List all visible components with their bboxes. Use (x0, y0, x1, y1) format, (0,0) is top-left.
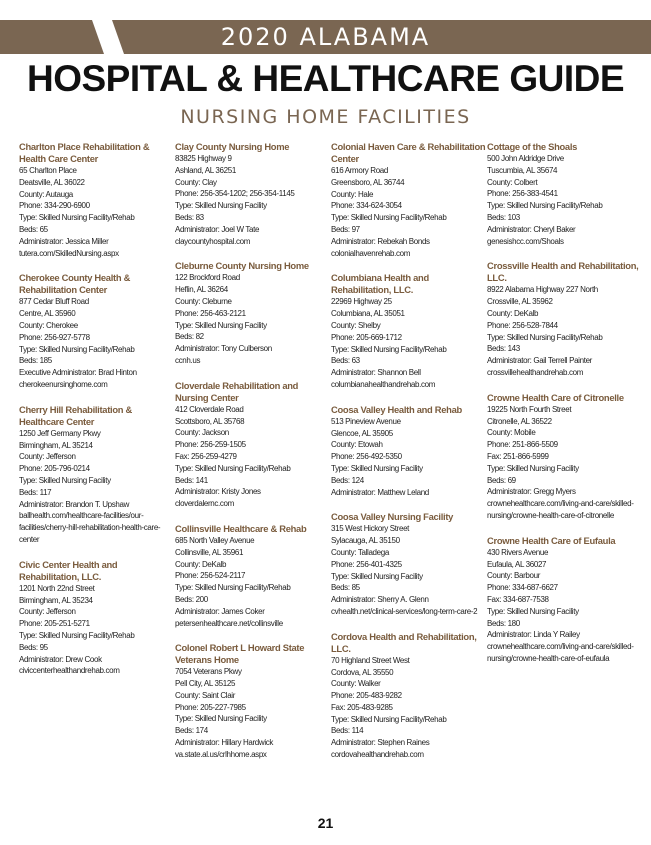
facility-detail: Administrator: Tony Culberson (175, 344, 272, 354)
facility-detail: County: Shelby (331, 320, 381, 330)
facility-detail: Heflin, AL 36264 (175, 285, 228, 295)
facility-detail: County: Autauga (19, 189, 73, 199)
facility-detail: Beds: 83 (175, 212, 204, 222)
facility-entry (487, 260, 643, 378)
facility-detail: Beds: 185 (19, 356, 52, 366)
listing-column (487, 141, 643, 774)
page-subtitle: NURSING HOME FACILITIES (180, 106, 471, 128)
facility-detail: County: Cleburne (175, 296, 232, 306)
facility-entry (331, 511, 487, 617)
facility-detail: Beds: 95 (19, 642, 48, 652)
facility-entry (331, 631, 487, 761)
facility-detail: Fax: 205-483-9285 (331, 702, 393, 712)
facility-detail: 513 Pineview Avenue (331, 416, 401, 426)
facility-detail: Phone: 256-528-7844 (487, 320, 558, 330)
facility-detail: Beds: 124 (331, 475, 364, 485)
facility-name: Crowne Health Care of Citronelle (487, 391, 624, 403)
facility-name: Cleburne County Nursing Home (175, 260, 309, 272)
facility-detail: Administrator: James Coker (175, 606, 265, 616)
page-number: 21 (317, 815, 334, 831)
facility-detail: Greensboro, AL 36744 (331, 177, 405, 187)
facility-detail: Columbiana, AL 35051 (331, 309, 405, 319)
facility-detail: petersenhealthcare.net/collinsville (175, 618, 283, 628)
facility-detail: Executive Administrator: Brad Hinton (19, 368, 137, 378)
facility-entry (175, 260, 331, 366)
listing-columns (19, 141, 639, 774)
facility-detail: Administrator: Brandon T. Upshaw (19, 499, 130, 509)
facility-entry (19, 559, 175, 677)
facility-name: Civic Center Health and Rehabilitation, LLC. (19, 558, 118, 582)
facility-name: Cordova Health and Rehabilitation, LLC. (331, 630, 477, 654)
facility-detail: Phone: 256-927-5778 (19, 332, 90, 342)
facility-detail: Type: Skilled Nursing Facility/Rehab (331, 213, 447, 223)
facility-detail: ballhealth.com/healthcare-facilities/our-facilities/cherry-hill-rehabilitation-health-care-center (19, 511, 161, 544)
facility-detail: cherokeenursinghome.com (19, 379, 108, 389)
facility-detail: Cordova, AL 35550 (331, 667, 394, 677)
facility-detail: Phone: 205-227-7985 (175, 702, 246, 712)
facility-detail: 877 Cedar Bluff Road (19, 297, 89, 307)
banner-text: 2020 ALABAMA (220, 23, 431, 51)
facility-detail: 122 Brockford Road (175, 273, 240, 283)
facility-detail: Beds: 65 (19, 224, 48, 234)
facility-name: Clay County Nursing Home (175, 141, 290, 152)
facility-detail: County: Walker (331, 679, 381, 689)
facility-detail: Administrator: Gail Terrell Painter (487, 356, 592, 366)
facility-detail: Birmingham, AL 35234 (19, 595, 93, 605)
header-banner (0, 20, 651, 54)
facility-detail: Beds: 97 (331, 224, 360, 234)
facility-detail: County: Mobile (487, 428, 536, 438)
listing-column (19, 141, 175, 774)
facility-detail: Administrator: Stephen Raines (331, 738, 430, 748)
facility-detail: Beds: 103 (487, 212, 520, 222)
facility-detail: 8922 Alabama Highway 227 North (487, 285, 598, 295)
facility-detail: Type: Skilled Nursing Facility (175, 201, 267, 211)
facility-detail: Type: Skilled Nursing Facility (331, 571, 423, 581)
facility-detail: Type: Skilled Nursing Facility/Rehab (331, 714, 447, 724)
facility-entry (487, 141, 643, 247)
facility-detail: Fax: 256-259-4279 (175, 451, 237, 461)
facility-detail: Collinsville, AL 35961 (175, 547, 244, 557)
facility-detail: 22969 Highway 25 (331, 297, 392, 307)
facility-detail: Tuscumbia, AL 35674 (487, 165, 558, 175)
facility-detail: 616 Armory Road (331, 166, 389, 175)
facility-detail: Type: Skilled Nursing Facility/Rehab (19, 344, 135, 354)
facility-detail: Beds: 82 (175, 332, 204, 342)
facility-detail: County: Jefferson (19, 607, 76, 617)
facility-detail: Administrator: Shannon Bell (331, 368, 421, 378)
facility-detail: Pell City, AL 35125 (175, 679, 236, 689)
facility-name: Coosa Valley Health and Rehab (331, 403, 462, 415)
facility-detail: County: Saint Clair (175, 690, 236, 700)
facility-name: Charlton Place Rehabilitation & Health Care Center (19, 141, 150, 164)
facility-detail: cordovahealthandrehab.com (331, 750, 424, 760)
facility-entry (487, 392, 643, 522)
facility-detail: 1201 North 22nd Street (19, 583, 95, 593)
facility-detail: Administrator: Cheryl Baker (487, 224, 576, 234)
facility-detail: Beds: 174 (175, 726, 208, 736)
facility-detail: Phone: 256-492-5350 (331, 452, 402, 462)
facility-detail: Phone: 334-290-6900 (19, 201, 90, 211)
facility-name: Columbiana Health and Rehabilitation, LLC. (331, 272, 429, 296)
facility-name: Cherokee County Health & Rehabilitation Center (19, 272, 131, 296)
facility-entry (175, 642, 331, 760)
facility-detail: Type: Skilled Nursing Facility (487, 606, 579, 616)
facility-detail: Beds: 143 (487, 344, 520, 354)
facility-detail: County: Barbour (487, 571, 541, 581)
facility-entry (331, 404, 487, 499)
facility-detail: County: Clay (175, 177, 217, 187)
facility-detail: 70 Highland Street West (331, 655, 410, 665)
facility-detail: Type: Skilled Nursing Facility/Rehab (487, 201, 603, 211)
facility-detail: Type: Skilled Nursing Facility/Rehab (175, 583, 291, 593)
facility-detail: tutera.com/SkilledNursing.aspx (19, 248, 119, 258)
facility-detail: Administrator: Sherry A. Glenn (331, 595, 429, 605)
facility-detail: Type: Skilled Nursing Facility/Rehab (175, 463, 291, 473)
facility-detail: Centre, AL 35960 (19, 309, 76, 319)
page-title: HOSPITAL & HEALTHCARE GUIDE (26, 58, 625, 99)
facility-detail: County: Jackson (175, 428, 229, 438)
facility-detail: Citronelle, AL 36522 (487, 416, 552, 426)
facility-detail: Administrator: Hillary Hardwick (175, 738, 274, 748)
facility-detail: 500 John Aldridge Drive (487, 154, 564, 163)
facility-detail: 430 Rivers Avenue (487, 547, 549, 557)
facility-detail: ccnh.us (175, 355, 201, 365)
facility-detail: 1250 Jeff Germany Pkwy (19, 428, 101, 438)
facility-detail: Phone: 205-483-9282 (331, 691, 402, 701)
facility-entry (19, 404, 175, 546)
facility-name: Colonial Haven Care & Rehabilitation Center (331, 141, 486, 164)
facility-detail: Phone: 205-251-5271 (19, 619, 90, 629)
facility-entry (487, 535, 643, 665)
facility-detail: Eufaula, AL 36027 (487, 559, 547, 569)
facility-detail: colonialhavenrehab.com (331, 248, 411, 258)
facility-detail: Type: Skilled Nursing Facility (331, 463, 423, 473)
facility-detail: Scottsboro, AL 35768 (175, 416, 245, 426)
facility-detail: 83825 Highway 9 (175, 154, 232, 163)
facility-detail: Beds: 85 (331, 583, 360, 593)
facility-detail: County: Talladega (331, 547, 389, 557)
facility-detail: Beds: 117 (19, 487, 52, 497)
facility-name: Collinsville Healthcare & Rehab (175, 522, 307, 534)
facility-detail: Phone: 256-524-2117 (175, 571, 246, 581)
facility-detail: cvhealth.net/clinical-services/long-term-care-2 (331, 606, 478, 616)
facility-detail: Type: Skilled Nursing Facility (175, 320, 267, 330)
facility-detail: Beds: 141 (175, 475, 208, 485)
facility-detail: Beds: 200 (175, 594, 208, 604)
facility-detail: genesishcc.com/Shoals (487, 236, 564, 246)
facility-detail: Administrator: Jessica Miller (19, 236, 109, 246)
facility-detail: Birmingham, AL 35214 (19, 440, 93, 450)
facility-detail: Type: Skilled Nursing Facility/Rehab (331, 344, 447, 354)
facility-name: Colonel Robert L Howard State Veterans Home (175, 642, 305, 666)
facility-detail: Type: Skilled Nursing Facility (19, 475, 111, 485)
facility-detail: Beds: 63 (331, 356, 360, 366)
facility-detail: claycountyhospital.com (175, 236, 251, 246)
facility-name: Cloverdale Rehabilitation and Nursing Center (175, 379, 299, 403)
facility-detail: Beds: 69 (487, 475, 516, 485)
listing-column (175, 141, 331, 774)
facility-entry (175, 380, 331, 510)
facility-detail: 315 West Hickory Street (331, 524, 410, 534)
facility-detail: Beds: 114 (331, 726, 364, 736)
facility-detail: Phone: 251-866-5509 (487, 440, 558, 450)
facility-detail: va.state.al.us/crlhhome.aspx (175, 749, 267, 759)
facility-detail: crossvillehealthandrehab.com (487, 367, 584, 377)
facility-detail: Phone: 256-401-4325 (331, 559, 402, 569)
facility-detail: Phone: 334-624-3054 (331, 201, 402, 211)
facility-detail: Fax: 334-687-7538 (487, 594, 549, 604)
facility-detail: Phone: 205-796-0214 (19, 464, 90, 474)
facility-detail: cloverdalernc.com (175, 499, 234, 509)
facility-entry (175, 141, 331, 247)
facility-detail: County: Cherokee (19, 320, 78, 330)
facility-detail: 412 Cloverdale Road (175, 404, 244, 414)
facility-detail: Ashland, AL 36251 (175, 165, 236, 175)
facility-detail: Phone: 256-383-4541 (487, 189, 558, 199)
facility-detail: Phone: 256-354-1202; 256-354-1145 (175, 189, 295, 199)
facility-detail: Type: Skilled Nursing Facility/Rehab (19, 213, 135, 223)
facility-detail: Type: Skilled Nursing Facility/Rehab (19, 630, 135, 640)
facility-entry (19, 272, 175, 390)
facility-detail: Sylacauga, AL 35150 (331, 536, 400, 546)
facility-detail: 65 Charlton Place (19, 166, 77, 175)
facility-detail: Administrator: Linda Y Railey (487, 630, 580, 640)
facility-detail: Phone: 256-463-2121 (175, 308, 246, 318)
facility-detail: County: DeKalb (175, 559, 227, 569)
facility-detail: crownehealthcare.com/living-and-care/skilled-nursing/crowne-health-care-of-citronelle (487, 499, 634, 520)
facility-detail: County: Jefferson (19, 452, 76, 462)
facility-detail: Administrator: Joel W Tate (175, 224, 260, 234)
facility-detail: Administrator: Drew Cook (19, 654, 102, 664)
facility-detail: County: Colbert (487, 177, 538, 187)
facility-detail: Glencoe, AL 35905 (331, 428, 393, 438)
facility-detail: Phone: 334-687-6627 (487, 583, 558, 593)
facility-entry (331, 272, 487, 390)
facility-name: Coosa Valley Nursing Facility (331, 511, 454, 523)
facility-detail: Beds: 180 (487, 618, 520, 628)
facility-entry (19, 141, 175, 259)
facility-detail: County: Hale (331, 189, 374, 199)
facility-entry (175, 523, 331, 629)
facility-detail: 7054 Veterans Pkwy (175, 667, 242, 677)
facility-detail: County: Etowah (331, 440, 383, 450)
facility-detail: Administrator: Matthew Leland (331, 487, 429, 497)
facility-detail: columbianahealthandrehab.com (331, 379, 436, 389)
facility-detail: Administrator: Gregg Myers (487, 487, 576, 497)
facility-name: Crowne Health Care of Eufaula (487, 534, 616, 546)
facility-detail: Fax: 251-866-5999 (487, 451, 549, 461)
facility-name: Cottage of the Shoals (487, 141, 578, 152)
facility-detail: Administrator: Kristy Jones (175, 487, 261, 497)
facility-detail: Deatsville, AL 36022 (19, 177, 85, 187)
facility-entry (331, 141, 487, 259)
facility-detail: Administrator: Rebekah Bonds (331, 236, 430, 246)
facility-detail: crownehealthcare.com/living-and-care/skilled-nursing/crowne-health-care-of-eufaula (487, 642, 634, 663)
facility-detail: County: DeKalb (487, 308, 539, 318)
listing-column (331, 141, 487, 774)
facility-detail: Type: Skilled Nursing Facility (487, 463, 579, 473)
facility-name: Crossville Health and Rehabilitation, LLC. (487, 260, 639, 284)
facility-detail: Phone: 205-669-1712 (331, 332, 402, 342)
facility-detail: Type: Skilled Nursing Facility (175, 714, 267, 724)
facility-detail: 685 North Valley Avenue (175, 535, 255, 545)
facility-detail: Crossville, AL 35962 (487, 297, 553, 307)
facility-name: Cherry Hill Rehabilitation & Healthcare Center (19, 403, 132, 427)
facility-detail: 19225 North Fourth Street (487, 404, 572, 414)
facility-detail: Phone: 256-259-1505 (175, 440, 246, 450)
facility-detail: Type: Skilled Nursing Facility/Rehab (487, 332, 603, 342)
facility-detail: civiccenterhealthandrehab.com (19, 666, 120, 676)
